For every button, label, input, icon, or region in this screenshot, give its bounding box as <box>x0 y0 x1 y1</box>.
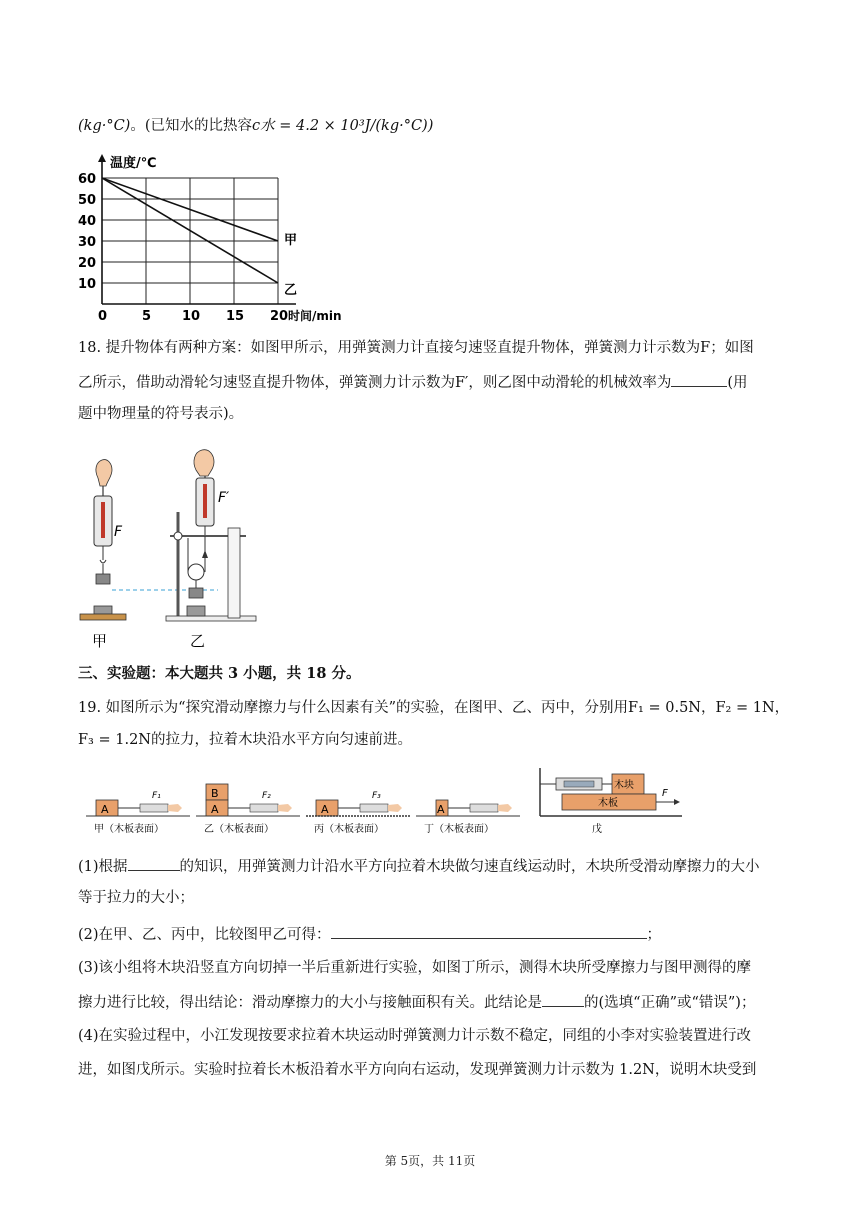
q19-p2-end: ； <box>646 927 662 943</box>
q18-line2-text: 乙所示，借助动滑轮匀速竖直提升物体，弹簧测力计示数为F′，则乙图中动滑轮的机械效率为 <box>78 375 672 391</box>
force-f1: F₁ <box>152 791 161 801</box>
q19-line2: F₃ = 1.2N的拉力，拉着木块沿水平方向匀速前进。 <box>78 732 412 748</box>
section-heading: 三、实验题：本大题共 3 小题，共 18 分。 <box>78 665 361 682</box>
intro-line <box>78 116 433 136</box>
q18-answer-blank[interactable] <box>671 372 727 387</box>
q19-p4b: 进，如图戊所示。实验时拉着长木板沿着水平方向向右运动，发现弹簧测力计示数为 1.2N，说明木块受到 <box>78 1062 757 1078</box>
q19-line1: 19. 如图所示为“探究滑动摩擦力与什么因素有关”的实验，在图甲、乙、丙中，分别用F₁ = 0.5N，F₂ = 1N， <box>78 700 790 716</box>
intro-unit: (kg·°C) <box>78 118 131 134</box>
caption-jia: 甲 <box>92 632 108 650</box>
y-tick-label: 30 <box>78 235 97 250</box>
force-f3: F₃ <box>372 791 381 801</box>
block-wood: 木块 <box>614 780 634 791</box>
chart-labels <box>78 155 342 324</box>
x-axis-label: 时间/min <box>288 309 342 323</box>
caption-fig3: 丙（木板表面） <box>314 824 384 835</box>
q19-blank-1[interactable] <box>128 856 180 871</box>
series-label-yi: 乙 <box>284 283 298 298</box>
force-f-board: F <box>662 788 668 799</box>
q19-p3-end: 的(选填“正确”或“错误”)； <box>584 995 756 1011</box>
force-label-f-prime: F′ <box>218 490 230 506</box>
q18-line2-end: (用 <box>727 375 748 391</box>
y-axis-arrow <box>98 154 106 162</box>
q19-p1 <box>78 856 760 877</box>
series-label-jia: 甲 <box>284 233 298 248</box>
block-a-3: A <box>321 803 329 816</box>
page-footer: 第 5页，共 11页 <box>384 1154 476 1168</box>
caption-fig2: 乙（木板表面） <box>204 824 274 835</box>
x-tick-label: 10 <box>182 309 201 324</box>
q18-line1: 18. 提升物体有两种方案：如图甲所示，用弹簧测力计直接匀速竖直提升物体，弹簧测力计示数为F；如图 <box>78 340 754 356</box>
y-tick-label: 40 <box>78 214 97 229</box>
fig-wu <box>540 768 682 835</box>
y-tick-label: 60 <box>78 172 97 187</box>
q19-p1c: 等于拉力的大小； <box>78 890 194 906</box>
q19-blank-3[interactable] <box>542 992 584 1007</box>
force-label-f: F <box>114 524 123 540</box>
block-a-4: A <box>437 803 445 816</box>
q18-line3: 题中物理量的符号表示)。 <box>78 406 244 422</box>
q19-p3-text: 擦力进行比较，得出结论：滑动摩擦力的大小与接触面积有关。此结论是 <box>78 995 542 1011</box>
q19-p4a: (4)在实验过程中，小江发现按要求拉着木块运动时弹簧测力计示数不稳定，同组的小李对实验装置进行改 <box>78 1028 752 1044</box>
force-f2: F₂ <box>262 791 271 801</box>
y-axis-label: 温度/℃ <box>110 156 157 171</box>
q19-blank-2[interactable] <box>331 924 647 939</box>
intro-formula: c水 = 4.2 × 10³J/(kg·°C)) <box>252 118 434 134</box>
block-b: B <box>211 787 219 800</box>
caption-fig5: 戊 <box>592 824 602 835</box>
x-tick-label: 15 <box>226 309 245 324</box>
q18-line2 <box>78 372 748 393</box>
block-a-2: A <box>211 803 219 816</box>
q19-p3b <box>78 992 755 1013</box>
friction-figures <box>78 764 688 840</box>
board-label: 木板 <box>598 798 618 809</box>
caption-yi: 乙 <box>190 632 206 650</box>
right-apparatus <box>166 450 256 621</box>
block-a-1: A <box>101 803 109 816</box>
x-tick-label: 5 <box>142 309 152 324</box>
temperature-chart <box>78 152 342 324</box>
chart-grid <box>98 154 296 304</box>
fig-ding <box>416 800 520 835</box>
fig-yi <box>196 784 300 835</box>
x-tick-label: 0 <box>98 309 108 324</box>
q19-p2-start: (2)在甲、乙、丙中，比较图甲乙可得： <box>78 927 331 943</box>
caption-fig4: 丁（木板表面） <box>424 824 494 835</box>
q19-p3a: (3)该小组将木块沿竖直方向切掉一半后重新进行实验，如图丁所示，测得木块所受摩擦力与图甲测得的摩 <box>78 960 752 976</box>
y-tick-label: 10 <box>78 277 97 292</box>
y-tick-label: 20 <box>78 256 97 271</box>
fig-jia <box>86 791 190 835</box>
y-tick-label: 50 <box>78 193 97 208</box>
intro-text: 。(已知水的比热容 <box>130 118 252 134</box>
q19-p1-rest: 的知识，用弹簧测力计沿水平方向拉着木块做匀速直线运动时，木块所受滑动摩擦力的大小 <box>179 859 760 875</box>
caption-fig1: 甲（木板表面） <box>94 824 164 835</box>
x-tick-label: 20 <box>270 309 289 324</box>
q19-p1-start: (1)根据 <box>78 859 128 875</box>
q19-p2 <box>78 924 661 945</box>
pulley-figure <box>78 440 258 652</box>
fig-bing <box>306 791 410 835</box>
